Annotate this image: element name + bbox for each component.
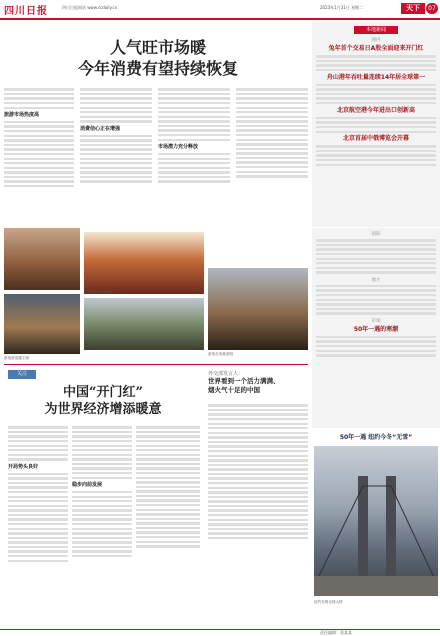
footer-rule [0,629,440,630]
brief-body-5 [312,239,440,273]
news-briefs-panel [312,22,440,227]
feature-caption: 纽约布鲁克林大桥 [314,600,343,604]
side-article-body [208,402,308,630]
lead-photo-5 [208,268,308,350]
side-title-1: 外交部发言人： [208,371,244,377]
briefs-section-2: 地方 [371,277,381,283]
brief-title-1: 兔年首个交易日A股全面迎来开门红 [328,45,424,52]
feature-title: 50年一遇 纽约今冬“无雪” [339,434,413,441]
lead-subhead-2: 消费信心正在增强 [80,125,121,132]
brand-logo: 四川日报 [4,6,48,17]
lead-photo-2 [84,232,204,294]
bottom-headline-1: 中国“开门红” [63,385,143,400]
photo-caption-1: 游客在欢乐谷游玩 [84,290,113,294]
bottom-col-2 [72,424,132,629]
lead-headline-2: 今年消费有望持续恢复 [77,59,238,78]
bottom-subhead-1: 开局势头良好 [8,463,39,470]
lead-photo-4 [84,298,204,350]
lead-col-4 [236,86,308,264]
photo-caption-2: 游客游览滕王阁 [4,356,30,360]
side-title-3: 烟火气十足的中国 [208,386,260,394]
header-meta-left: 四川日报网站 www.scdaily.cn [62,5,118,10]
brief-title-4: 北京首届中俄博览会开幕 [342,135,409,143]
lead-headline-1: 人气旺市场暖 [109,38,206,57]
photo-caption-3: 游客在成都游园 [208,352,234,356]
lead-photo-1 [4,228,80,290]
briefs-section-3: 市场 [371,318,381,324]
brief-body-7 [312,336,440,357]
section-divider [4,364,308,365]
brief-body-1 [312,55,440,71]
bridge-illustration [314,446,438,596]
feature-photo [314,446,438,596]
brief-body-6 [312,285,440,315]
section-tag: 天下 [401,3,425,14]
page-number: 07 [426,3,438,14]
brief-body-4 [312,145,440,166]
lead-photo-3 [4,294,80,354]
briefs-subcategory: 国内 [371,38,381,43]
briefs-section-1: 国际 [371,232,381,237]
brief-final-title: 50年一遇的寒潮 [353,325,399,333]
bottom-col-1 [8,424,68,629]
side-article-head [208,370,308,395]
lead-subhead-3: 市场潜力充分释放 [158,143,199,150]
bottom-section-tag: 关注 [8,370,36,379]
brief-body-3 [312,117,440,133]
news-briefs-panel-lower [312,228,440,428]
briefs-category: 本地新闻 [354,26,398,34]
bottom-col-3 [136,424,200,629]
bottom-headline-2: 为世界经济增添暖意 [44,402,162,417]
header-meta-right: 2023年1月31日 星期二 [320,5,364,10]
bottom-subhead-2: 稳步向前发展 [72,481,103,488]
lead-subhead-1: 旅游市场热度高 [4,111,40,118]
footer-editor: 责任编辑：张某某 [320,630,352,635]
brief-title-3: 北京航空港今年进出口创新高 [336,106,415,114]
brief-title-2: 舟山港年吞吐量连续14年居全球第一 [326,73,426,81]
side-title-2: 世界看到一个活力满满、 [208,377,280,385]
brief-body-2 [312,84,440,105]
